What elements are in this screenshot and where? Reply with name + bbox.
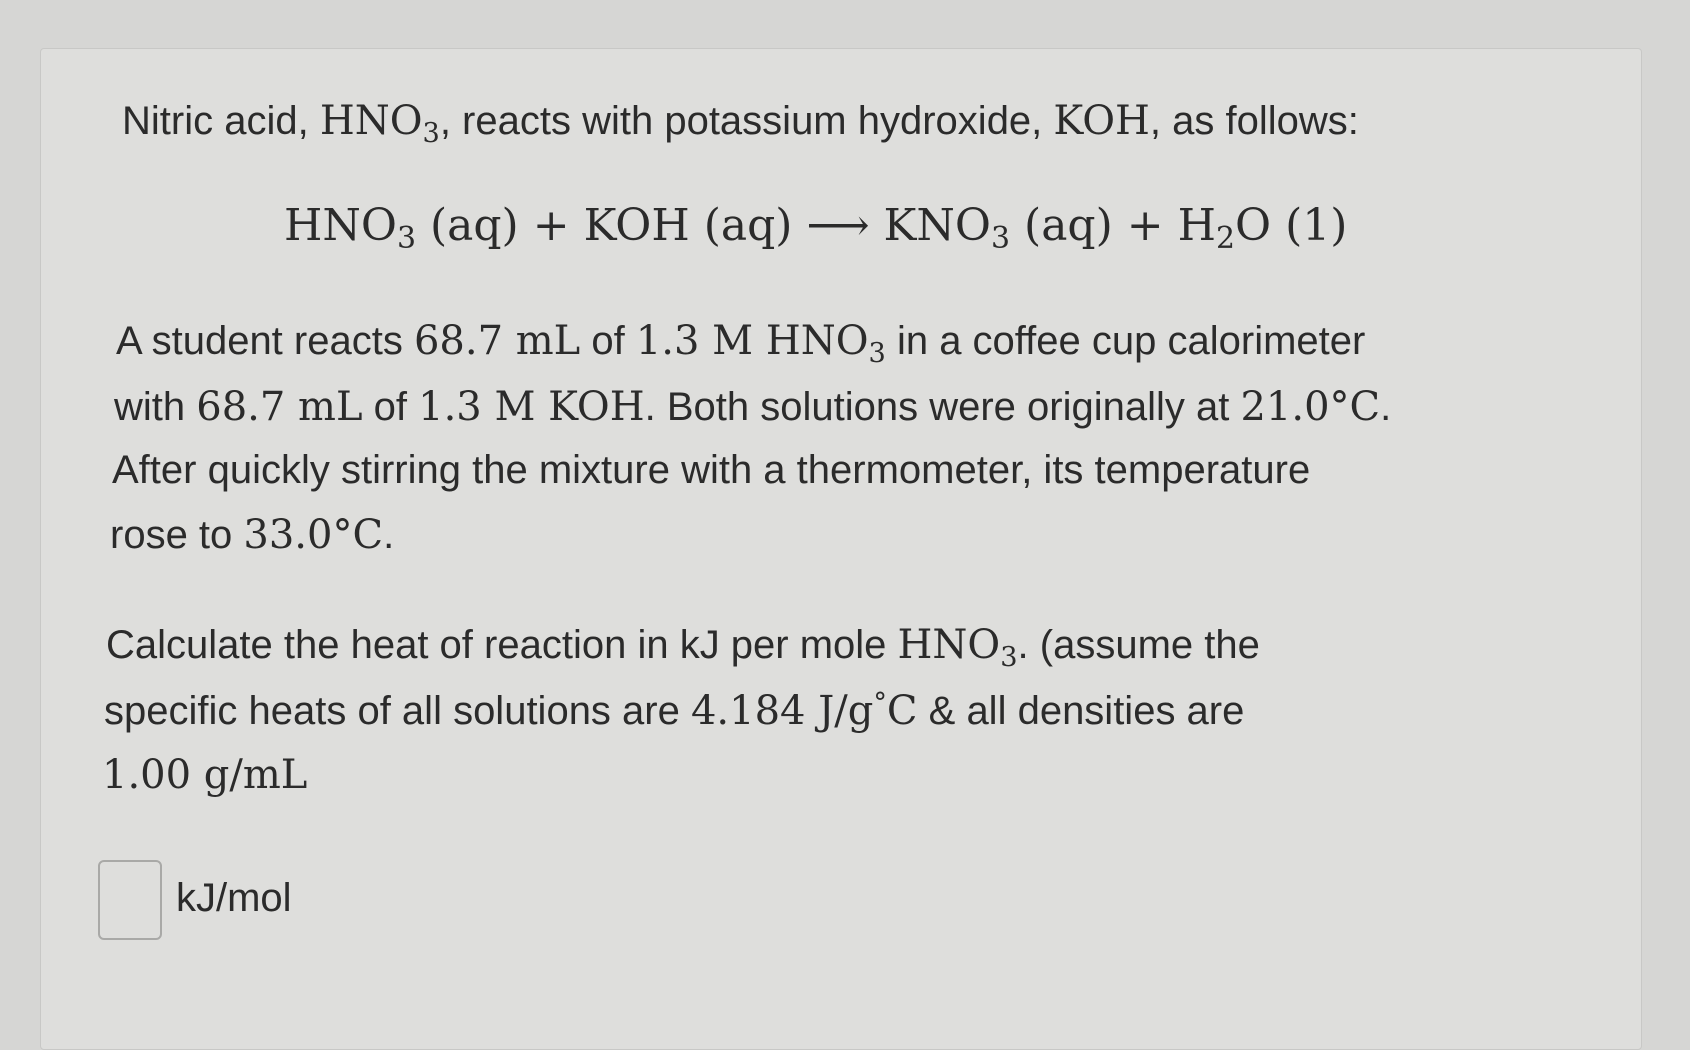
para2-line3: 1.00 g/mL [102, 752, 308, 798]
answer-unit-label: kJ/mol [176, 876, 292, 920]
reaction-arrow: ⟶ [806, 200, 870, 251]
para1-line2: with 68.7 mL of 1.3 M KOH. Both solutions were originally at 21.0°C. [114, 384, 1392, 430]
formula-hno3: HNO3 [319, 98, 440, 149]
formula-koh: KOH [1053, 98, 1150, 144]
para1-line3: After quickly stirring the mixture with a thermometer, its temperature [112, 448, 1311, 492]
para1-line4: rose to 33.0°C. [110, 512, 395, 558]
para2-line1: Calculate the heat of reaction in kJ per mole HNO3. (assume the [106, 622, 1260, 673]
para1-line1: A student reacts 68.7 mL of 1.3 M HNO3 in a coffee cup calorimeter [116, 318, 1366, 369]
reaction-equation: HNO3 (aq) + KOH (aq) ⟶ KNO3 (aq) + H2O (1) [284, 200, 1348, 257]
para2-line2: specific heats of all solutions are 4.184 J/g°C & all densities are [104, 687, 1245, 734]
intro-line: Nitric acid, HNO3, reacts with potassium hydroxide, KOH, as follows: [122, 98, 1359, 149]
answer-input[interactable] [98, 860, 162, 940]
